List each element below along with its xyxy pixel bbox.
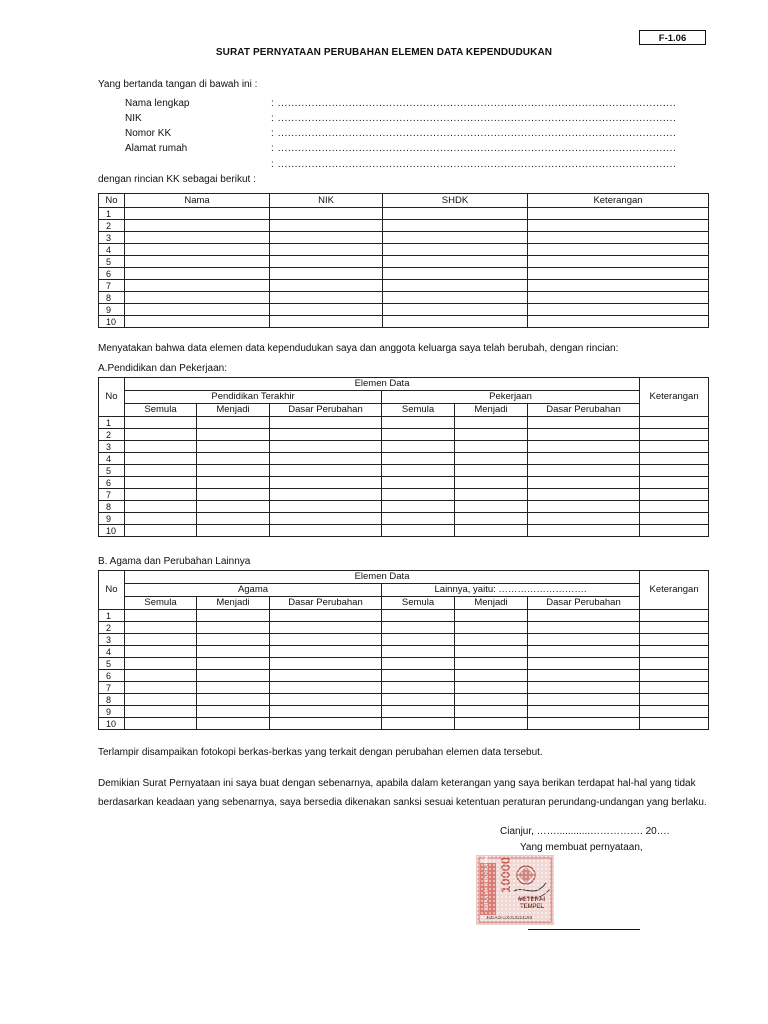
table-cell[interactable] — [528, 622, 640, 634]
table-cell[interactable] — [528, 670, 640, 682]
table-cell[interactable] — [125, 718, 197, 730]
table-cell[interactable] — [383, 208, 528, 220]
table-row — [99, 465, 709, 477]
row-number: 9 — [99, 706, 125, 718]
table-cell[interactable] — [382, 513, 455, 525]
row-number: 10 — [99, 718, 125, 730]
table-cell[interactable] — [640, 670, 709, 682]
table-row — [99, 220, 709, 232]
column-header-keterangan: Keterangan — [640, 378, 709, 417]
table-row — [99, 525, 709, 537]
table-cell[interactable] — [382, 417, 455, 429]
table-cell[interactable] — [197, 658, 270, 670]
table-cell[interactable] — [640, 465, 709, 477]
column-header-no: No — [99, 378, 125, 417]
table-cell[interactable] — [270, 256, 383, 268]
table-cell[interactable] — [455, 658, 528, 670]
table-cell[interactable] — [270, 244, 383, 256]
table-cell[interactable] — [197, 513, 270, 525]
table-cell[interactable] — [270, 292, 383, 304]
table-cell[interactable] — [383, 304, 528, 316]
table-row — [99, 268, 709, 280]
table-cell[interactable] — [270, 610, 382, 622]
table-cell[interactable] — [125, 465, 197, 477]
table-cell[interactable] — [125, 622, 197, 634]
closing-line-1: Demikian Surat Pernyataan ini saya buat dengan sebenarnya, apabila dalam keterangan yang saya berikan terdapat hal-hal yang tidak — [98, 778, 696, 789]
table-cell[interactable] — [640, 441, 709, 453]
table-cell[interactable] — [640, 706, 709, 718]
table-cell[interactable] — [640, 501, 709, 513]
column-header-dasar-perubahan: Dasar Perubahan — [270, 404, 382, 417]
field-label-nik: NIK — [125, 113, 142, 124]
table-cell[interactable] — [528, 232, 709, 244]
table-cell[interactable] — [270, 706, 382, 718]
table-cell[interactable] — [455, 610, 528, 622]
row-number: 7 — [99, 489, 125, 501]
table-cell[interactable] — [125, 706, 197, 718]
table-cell[interactable] — [125, 232, 270, 244]
table-cell[interactable] — [528, 694, 640, 706]
table-cell[interactable] — [528, 316, 709, 328]
field-value-nama[interactable]: : ...................................................................................................................... — [271, 98, 677, 109]
table-cell[interactable] — [270, 280, 383, 292]
table-cell[interactable] — [528, 465, 640, 477]
table-cell[interactable] — [382, 694, 455, 706]
table-cell[interactable] — [382, 634, 455, 646]
row-number: 7 — [99, 280, 125, 292]
table-row — [99, 489, 709, 501]
table-cell[interactable] — [640, 718, 709, 730]
kk-table-header-row — [99, 194, 709, 208]
table-cell[interactable] — [125, 453, 197, 465]
table-cell[interactable] — [528, 429, 640, 441]
table-cell[interactable] — [640, 477, 709, 489]
table-row — [99, 316, 709, 328]
table-row — [99, 658, 709, 670]
table-cell[interactable] — [125, 477, 197, 489]
table-cell[interactable] — [270, 477, 382, 489]
table-cell[interactable] — [270, 268, 383, 280]
table-cell[interactable] — [125, 658, 197, 670]
table-row — [99, 232, 709, 244]
table-cell[interactable] — [640, 429, 709, 441]
table-cell[interactable] — [640, 610, 709, 622]
table-cell[interactable] — [125, 610, 197, 622]
table-cell[interactable] — [382, 706, 455, 718]
table-cell[interactable] — [382, 441, 455, 453]
row-number: 3 — [99, 441, 125, 453]
table-cell[interactable] — [125, 441, 197, 453]
table-cell[interactable] — [383, 316, 528, 328]
table-cell[interactable] — [270, 208, 383, 220]
column-header-dasar-perubahan: Dasar Perubahan — [528, 404, 640, 417]
table-cell[interactable] — [125, 501, 197, 513]
table-row — [99, 429, 709, 441]
table-cell[interactable] — [528, 682, 640, 694]
row-number: 1 — [99, 417, 125, 429]
table-cell[interactable] — [640, 513, 709, 525]
table-cell[interactable] — [528, 634, 640, 646]
table-cell[interactable] — [528, 280, 709, 292]
column-header-menjadi: Menjadi — [455, 404, 528, 417]
table-cell[interactable] — [125, 292, 270, 304]
table-cell[interactable] — [197, 646, 270, 658]
signature-line[interactable] — [528, 929, 640, 930]
table-cell[interactable] — [125, 489, 197, 501]
column-header-lainnya: Lainnya, yaitu: ………………………. — [382, 584, 640, 597]
table-cell[interactable] — [270, 220, 383, 232]
table-cell[interactable] — [382, 501, 455, 513]
table-cell[interactable] — [640, 622, 709, 634]
table-cell[interactable] — [270, 501, 382, 513]
table-cell[interactable] — [197, 441, 270, 453]
table-cell[interactable] — [270, 694, 382, 706]
table-cell[interactable] — [528, 658, 640, 670]
row-number: 5 — [99, 465, 125, 477]
table-cell[interactable] — [528, 453, 640, 465]
table-cell[interactable] — [270, 316, 383, 328]
table-cell[interactable] — [455, 670, 528, 682]
table-cell[interactable] — [383, 292, 528, 304]
table-cell[interactable] — [270, 429, 382, 441]
column-header-menjadi: Menjadi — [197, 404, 270, 417]
attachment-note: Terlampir disampaikan fotokopi berkas-berkas yang terkait dengan perubahan elemen data tersebut. — [98, 747, 543, 758]
place-date-line[interactable]: Cianjur, ……............……………. 20…. — [500, 826, 670, 837]
column-header-menjadi: Menjadi — [197, 597, 270, 610]
intro-text: Yang bertanda tangan di bawah ini : — [98, 79, 258, 90]
table-cell[interactable] — [270, 453, 382, 465]
table-cell[interactable] — [197, 489, 270, 501]
table-cell[interactable] — [455, 501, 528, 513]
table-cell[interactable] — [125, 646, 197, 658]
table-cell[interactable] — [197, 622, 270, 634]
table-row — [99, 646, 709, 658]
table-cell[interactable] — [455, 429, 528, 441]
meterai-stamp — [476, 855, 554, 925]
table-cell[interactable] — [270, 304, 383, 316]
section-a-title: A.Pendidikan dan Pekerjaan: — [98, 363, 227, 374]
table-cell[interactable] — [528, 718, 640, 730]
table-cell[interactable] — [455, 513, 528, 525]
form-code: F-1.06 — [639, 30, 706, 45]
row-number: 3 — [99, 232, 125, 244]
field-value-nomor-kk[interactable]: : ...................................................................................................................... — [271, 128, 677, 139]
table-row — [99, 477, 709, 489]
table-cell[interactable] — [382, 670, 455, 682]
section-b-title: B. Agama dan Perubahan Lainnya — [98, 556, 251, 567]
table-row — [99, 634, 709, 646]
table-cell[interactable] — [455, 622, 528, 634]
column-header-nik: NIK — [270, 194, 383, 208]
row-number: 10 — [99, 525, 125, 537]
table-cell[interactable] — [125, 304, 270, 316]
table-cell[interactable] — [125, 525, 197, 537]
table-cell[interactable] — [455, 634, 528, 646]
column-header-semula: Semula — [125, 597, 197, 610]
table-cell[interactable] — [270, 634, 382, 646]
table-cell[interactable] — [270, 489, 382, 501]
table-cell[interactable] — [528, 501, 640, 513]
column-header-elemen-data: Elemen Data — [125, 378, 640, 391]
kk-table — [98, 193, 709, 328]
row-number: 4 — [99, 646, 125, 658]
table-cell[interactable] — [197, 634, 270, 646]
table-cell[interactable] — [528, 304, 709, 316]
table-cell[interactable] — [382, 682, 455, 694]
table-cell[interactable] — [125, 694, 197, 706]
table-cell[interactable] — [125, 429, 197, 441]
table-cell[interactable] — [125, 682, 197, 694]
table-cell[interactable] — [125, 268, 270, 280]
table-cell[interactable] — [197, 670, 270, 682]
column-header-semula: Semula — [382, 597, 455, 610]
field-label-alamat: Alamat rumah — [125, 143, 188, 154]
table-cell[interactable] — [528, 256, 709, 268]
table-cell[interactable] — [382, 525, 455, 537]
table-cell[interactable] — [528, 513, 640, 525]
table-row — [99, 682, 709, 694]
table-cell[interactable] — [640, 634, 709, 646]
table-cell[interactable] — [382, 429, 455, 441]
column-header-no: No — [99, 571, 125, 610]
column-header-semula: Semula — [125, 404, 197, 417]
table-cell[interactable] — [455, 465, 528, 477]
table-cell[interactable] — [528, 417, 640, 429]
table-cell[interactable] — [528, 646, 640, 658]
table-cell[interactable] — [270, 718, 382, 730]
table-cell[interactable] — [125, 634, 197, 646]
column-header-dasar-perubahan: Dasar Perubahan — [528, 597, 640, 610]
table-row — [99, 610, 709, 622]
table-row — [99, 441, 709, 453]
row-number: 7 — [99, 682, 125, 694]
column-header-pendidikan-terakhir: Pendidikan Terakhir — [125, 391, 382, 404]
table-cell[interactable] — [197, 525, 270, 537]
table-cell[interactable] — [528, 220, 709, 232]
table-cell[interactable] — [528, 610, 640, 622]
table-cell[interactable] — [125, 670, 197, 682]
row-number: 1 — [99, 610, 125, 622]
table-cell[interactable] — [455, 646, 528, 658]
row-number: 3 — [99, 634, 125, 646]
table-row — [99, 670, 709, 682]
closing-line-2: berdasarkan keadaan yang sebenarnya, saya bersedia dikenakan sanksi sesuai ketentuan peraturan perundang-undangan yang berlaku. — [98, 797, 707, 808]
field-value-nik[interactable]: : ...................................................................................................................... — [271, 113, 677, 124]
column-header-dasar-perubahan: Dasar Perubahan — [270, 597, 382, 610]
table-cell[interactable] — [383, 220, 528, 232]
table-cell[interactable] — [383, 268, 528, 280]
kk-intro-text: dengan rincian KK sebagai berikut : — [98, 174, 256, 185]
table-row — [99, 694, 709, 706]
table-cell[interactable] — [197, 706, 270, 718]
table-cell[interactable] — [125, 256, 270, 268]
table-row — [99, 280, 709, 292]
table-cell[interactable] — [382, 658, 455, 670]
table-cell[interactable] — [528, 489, 640, 501]
table-cell[interactable] — [197, 718, 270, 730]
column-header-semula: Semula — [382, 404, 455, 417]
table-cell[interactable] — [125, 220, 270, 232]
column-header-agama: Agama — [125, 584, 382, 597]
table-cell[interactable] — [455, 489, 528, 501]
table-cell[interactable] — [270, 646, 382, 658]
table-cell[interactable] — [197, 453, 270, 465]
table-row — [99, 453, 709, 465]
table-cell[interactable] — [528, 208, 709, 220]
table-cell[interactable] — [640, 417, 709, 429]
table-cell[interactable] — [383, 280, 528, 292]
table-cell[interactable] — [455, 525, 528, 537]
field-label-nomor-kk: Nomor KK — [125, 128, 172, 139]
table-row — [99, 256, 709, 268]
row-number: 9 — [99, 304, 125, 316]
table-cell[interactable] — [125, 417, 197, 429]
column-header-keterangan: Keterangan — [528, 194, 709, 208]
column-header-keterangan: Keterangan — [640, 571, 709, 610]
row-number: 4 — [99, 244, 125, 256]
table-cell[interactable] — [382, 477, 455, 489]
table-cell[interactable] — [528, 706, 640, 718]
table-cell[interactable] — [528, 525, 640, 537]
table-cell[interactable] — [383, 232, 528, 244]
table-row — [99, 718, 709, 730]
row-number: 8 — [99, 501, 125, 513]
table-cell[interactable] — [528, 268, 709, 280]
row-number: 5 — [99, 256, 125, 268]
table-cell[interactable] — [382, 622, 455, 634]
table-cell[interactable] — [528, 244, 709, 256]
column-header-no: No — [99, 194, 125, 208]
table-cell[interactable] — [640, 658, 709, 670]
table-cell[interactable] — [640, 453, 709, 465]
table-cell[interactable] — [640, 646, 709, 658]
table-cell[interactable] — [125, 316, 270, 328]
section-b-table — [98, 570, 709, 730]
table-row — [99, 292, 709, 304]
table-cell[interactable] — [455, 718, 528, 730]
row-number: 8 — [99, 694, 125, 706]
table-cell[interactable] — [270, 441, 382, 453]
table-cell[interactable] — [197, 417, 270, 429]
table-cell[interactable] — [197, 501, 270, 513]
table-cell[interactable] — [528, 292, 709, 304]
table-cell[interactable] — [455, 694, 528, 706]
row-number: 5 — [99, 658, 125, 670]
table-cell[interactable] — [270, 658, 382, 670]
table-cell[interactable] — [455, 706, 528, 718]
table-cell[interactable] — [270, 513, 382, 525]
table-row — [99, 304, 709, 316]
table-row — [99, 417, 709, 429]
field-label-nama: Nama lengkap — [125, 98, 190, 109]
table-cell[interactable] — [125, 513, 197, 525]
column-header-nama: Nama — [125, 194, 270, 208]
table-cell[interactable] — [382, 453, 455, 465]
column-header-elemen-data: Elemen Data — [125, 571, 640, 584]
table-row — [99, 501, 709, 513]
table-cell[interactable] — [197, 477, 270, 489]
table-row — [99, 513, 709, 525]
table-cell[interactable] — [455, 441, 528, 453]
table-cell[interactable] — [197, 429, 270, 441]
table-cell[interactable] — [528, 477, 640, 489]
table-row — [99, 622, 709, 634]
row-number: 2 — [99, 429, 125, 441]
row-number: 2 — [99, 622, 125, 634]
table-cell[interactable] — [383, 256, 528, 268]
table-cell[interactable] — [197, 694, 270, 706]
table-cell[interactable] — [270, 682, 382, 694]
table-cell[interactable] — [125, 280, 270, 292]
section-a-table — [98, 377, 709, 537]
row-number: 6 — [99, 477, 125, 489]
table-cell[interactable] — [382, 489, 455, 501]
table-cell[interactable] — [270, 232, 383, 244]
table-cell[interactable] — [125, 208, 270, 220]
table-cell[interactable] — [455, 453, 528, 465]
table-row — [99, 208, 709, 220]
table-cell[interactable] — [125, 244, 270, 256]
column-header-menjadi: Menjadi — [455, 597, 528, 610]
table-cell[interactable] — [270, 465, 382, 477]
document-title: SURAT PERNYATAAN PERUBAHAN ELEMEN DATA KEPENDUDUKAN — [215, 47, 553, 58]
table-cell[interactable] — [640, 682, 709, 694]
signer-label: Yang membuat pernyataan, — [520, 842, 643, 853]
table-cell[interactable] — [455, 477, 528, 489]
table-cell[interactable] — [383, 244, 528, 256]
row-number: 9 — [99, 513, 125, 525]
table-cell[interactable] — [270, 417, 382, 429]
row-number: 2 — [99, 220, 125, 232]
table-cell[interactable] — [270, 525, 382, 537]
row-number: 4 — [99, 453, 125, 465]
table-cell[interactable] — [270, 622, 382, 634]
table-cell[interactable] — [382, 465, 455, 477]
table-cell[interactable] — [455, 417, 528, 429]
table-cell[interactable] — [455, 682, 528, 694]
table-cell[interactable] — [528, 441, 640, 453]
table-cell[interactable] — [197, 610, 270, 622]
table-row — [99, 244, 709, 256]
field-value-alamat-continued[interactable]: : ...................................................................................................................... — [271, 159, 677, 170]
table-row — [99, 706, 709, 718]
table-cell[interactable] — [382, 610, 455, 622]
column-header-shdk: SHDK — [383, 194, 528, 208]
row-number: 8 — [99, 292, 125, 304]
row-number: 6 — [99, 268, 125, 280]
row-number: 10 — [99, 316, 125, 328]
table-cell[interactable] — [270, 670, 382, 682]
statement-text: Menyatakan bahwa data elemen data kependudukan saya dan anggota keluarga saya telah berubah, dengan rincian: — [98, 343, 619, 354]
table-cell[interactable] — [382, 646, 455, 658]
table-cell[interactable] — [640, 489, 709, 501]
field-value-alamat[interactable]: : ...................................................................................................................... — [271, 143, 677, 154]
row-number: 6 — [99, 670, 125, 682]
table-cell[interactable] — [382, 718, 455, 730]
table-cell[interactable] — [640, 525, 709, 537]
column-header-pekerjaan: Pekerjaan — [382, 391, 640, 404]
row-number: 1 — [99, 208, 125, 220]
table-cell[interactable] — [197, 682, 270, 694]
table-cell[interactable] — [197, 465, 270, 477]
table-cell[interactable] — [640, 694, 709, 706]
